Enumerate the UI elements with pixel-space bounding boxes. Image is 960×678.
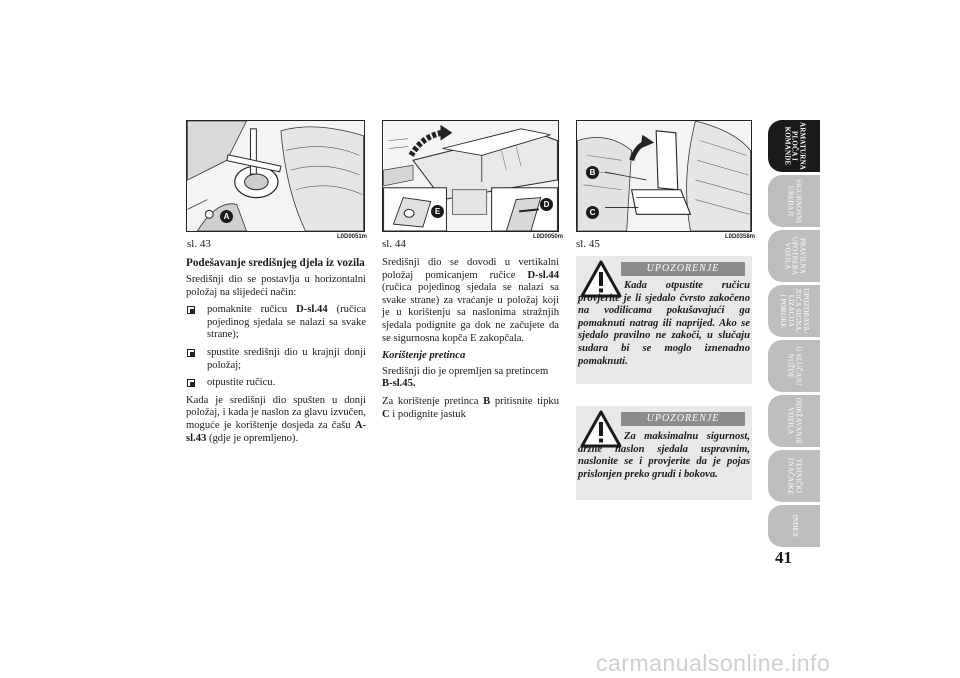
figure-43-caption: sl. 43 [187, 238, 211, 250]
paragraph-compartment: Središnji dio je opremljen sa pretincem B-sl.45. [382, 365, 549, 390]
callout-e: E [431, 205, 444, 218]
bullet-box-icon [187, 379, 195, 387]
bullet-item: pomaknite ručicu D-sl.44 (ručica pojedinog sjedala se nalazi sa svake strane); [186, 304, 366, 342]
figure-44 [382, 120, 559, 232]
tab-armaturna-ploca[interactable]: ARMATURNA PLOČA I KOMANDE [768, 120, 820, 172]
figure-45-illustration [577, 121, 751, 231]
figure-44-code: L0D0050m [533, 234, 564, 240]
warning-box-1 [576, 256, 752, 384]
tab-index[interactable]: INDEX [768, 505, 820, 547]
column-1-text [186, 257, 366, 450]
bullet-item: spustite središnji dio u krajnji donji položaj; [186, 347, 366, 372]
paragraph-compartment-use: Za korištenje pretinca B pritisnite tipku C i podignite jastuk [382, 395, 559, 420]
tab-u-slucaju-nuzde[interactable]: U SLUČAJU NUŽDE [768, 340, 820, 392]
figure-43 [186, 120, 365, 232]
paragraph-vertical-position: Središnji dio se dovodi u vertikalni položaj pomicanjem ručice D-sl.44 (ručica pojedinog sjedala se nalazi sa svake strane) za vraćanje u položaj koji je u korištenju sa naslonima stražnjih sjedala podignite ga dok ne začujete da se sigurnosna kopča E zakopčala. [382, 257, 559, 344]
figure-45 [576, 120, 752, 232]
callout-b: B [586, 166, 599, 179]
intro-paragraph: Središnji dio se postavlja u horizontalni položaj na slijedeći način: [186, 274, 366, 298]
column-2-text [382, 257, 559, 426]
callout-c: C [586, 206, 599, 219]
callout-a: A [220, 210, 233, 223]
warning-title: UPOZORENJE [621, 412, 745, 426]
bullet-item: otpustite ručicu. [186, 377, 366, 390]
closing-paragraph: Kada je središnji dio spušten u donji položaj, i kada je naslon za glavu izvučen, moguće je korištenje dosjeda za čašu A-sl.43 (gdje je opremljeno). [186, 394, 366, 444]
warning-text: Za maksimalnu sigurnost, držite naslon sjedala uspravnim, naslonite se i provjerite da je pojas prislonjen preko grudi i bokova. [578, 431, 750, 480]
tab-upozoravajuca-signalizacija[interactable]: UPOZORAVA- JUĆA SIGNA- LIZACIJA I PORUKE [768, 285, 820, 337]
warning-box-2 [576, 406, 752, 500]
warning-text: Kada otpustite ručicu provjerite je li sjedalo čvrsto zakočeno na vodilicama pokušavajući ga pomaknuti natrag ili naprijed. Ako se sjedalo pravilno ne zakoči, u slučaju sudara bi se moglo iznenadno pomaknuti. [578, 280, 750, 367]
section-heading: Podešavanje središnjeg djela iz vozila [186, 257, 365, 269]
figure-44-caption: sl. 44 [382, 238, 406, 250]
watermark: carmanualsonline.info [596, 650, 831, 676]
figure-45-caption: sl. 45 [576, 238, 600, 250]
figure-43-illustration [187, 121, 364, 231]
tab-pravilna-upotreba[interactable]: PRAVILNA UPOTREBA VOZILA [768, 230, 820, 282]
figure-45-code: L0D0358m [725, 234, 756, 240]
figure-43-code: L0D0051m [337, 234, 368, 240]
figure-44-illustration [383, 121, 558, 231]
bullet-box-icon [187, 349, 195, 357]
tab-odrzavanje-vozila[interactable]: ODRŽAVANJE VOZILA [768, 395, 820, 447]
subheading-compartment: Korištenje pretinca [382, 350, 466, 362]
page-number: 41 [775, 548, 792, 567]
callout-d: D [540, 198, 553, 211]
warning-title: UPOZORENJE [621, 262, 745, 276]
tab-sigurnosni-uredaji[interactable]: SIGURNOSNI UREĐAJI [768, 175, 820, 227]
bullet-box-icon [187, 306, 195, 314]
tab-tehnicki-znacajke[interactable]: TEHNIČKI ZNAČAJKE [768, 450, 820, 502]
